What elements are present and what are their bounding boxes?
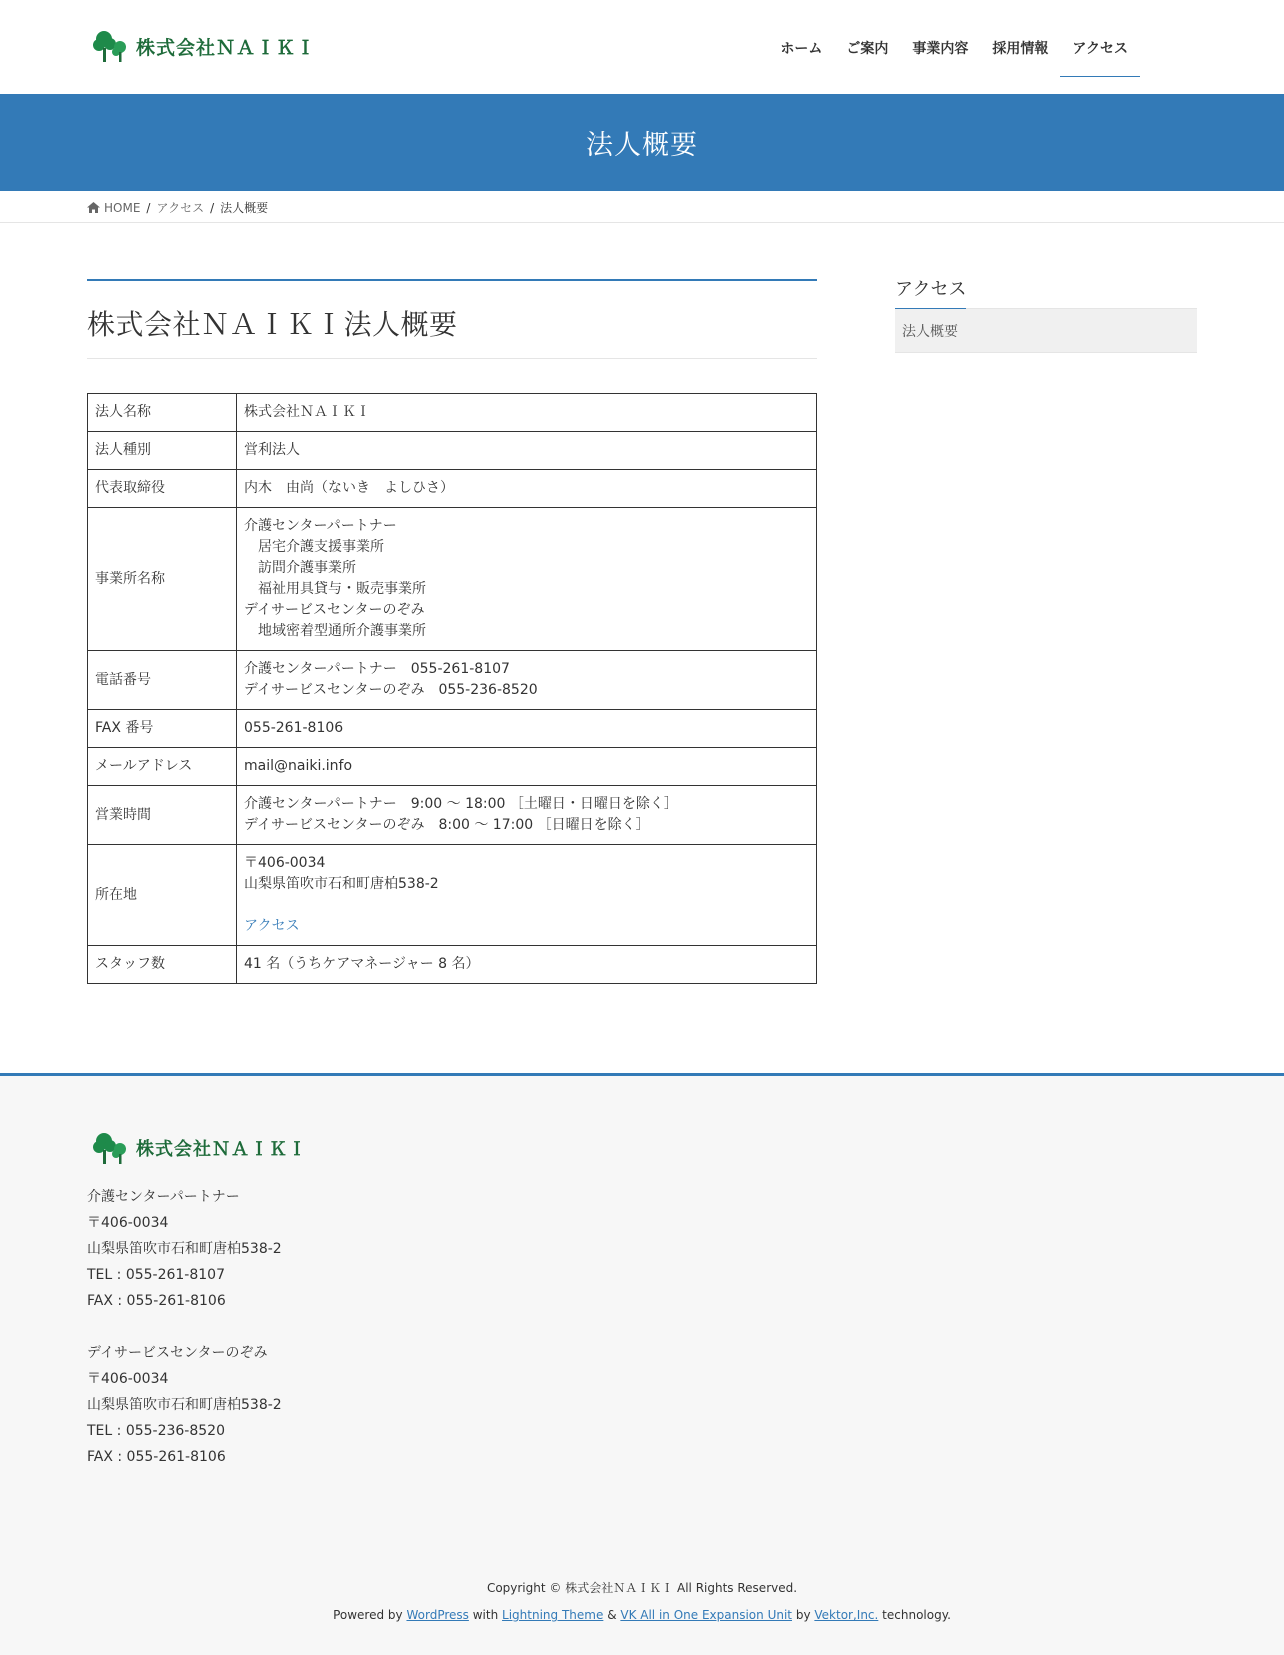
row-value	[237, 394, 817, 432]
value-line: 内木 由尚（ないき よしひさ）	[244, 480, 454, 496]
value-line: 〒406-0034	[244, 855, 326, 871]
value-line: 介護センターパートナー	[244, 518, 397, 534]
table-row	[88, 845, 817, 946]
site-header	[0, 0, 1284, 94]
footer-logo[interactable]	[92, 1130, 307, 1166]
row-label: スタッフ数	[88, 946, 237, 984]
value-line: 地域密着型通所介護事業所	[244, 623, 426, 639]
value-line	[244, 895, 809, 916]
row-value	[237, 508, 817, 651]
footer-line: 山梨県笛吹市石和町唐柏538-2	[87, 1241, 282, 1257]
nav-item-access[interactable]: アクセス	[1060, 30, 1140, 77]
wordpress-link[interactable]: WordPress	[406, 1608, 469, 1622]
value-line: デイサービスセンターのぞみ 8:00 〜 17:00 ［日曜日を除く］	[244, 817, 650, 833]
row-label: 法人種別	[88, 432, 237, 470]
nav-item-home[interactable]: ホーム	[780, 41, 823, 57]
logo-text: 株式会社ＮＡＩＫＩ	[136, 36, 317, 59]
breadcrumb-separator: /	[210, 200, 215, 215]
breadcrumb	[0, 191, 1284, 223]
row-value	[237, 432, 817, 470]
powered-by-word: by	[795, 1608, 811, 1622]
footer-line	[87, 1314, 282, 1340]
value-line: 介護センターパートナー 055-261-8107	[244, 661, 510, 677]
table-row	[88, 946, 817, 984]
powered-with: with	[472, 1608, 499, 1622]
row-value	[237, 651, 817, 710]
table-row	[88, 651, 817, 710]
powered-suffix: technology.	[882, 1608, 951, 1622]
value-line: デイサービスセンターのぞみ	[244, 602, 425, 618]
breadcrumb-home[interactable]: HOME	[104, 200, 141, 215]
value-line: 山梨県笛吹市石和町唐柏538-2	[244, 876, 439, 892]
row-value	[237, 946, 817, 984]
value-line: 41 名（うちケアマネージャー 8 名）	[244, 956, 480, 972]
value-line: 介護センターパートナー 9:00 〜 18:00 ［土曜日・日曜日を除く］	[244, 796, 678, 812]
company-info-table	[87, 393, 817, 984]
tree-logo-icon	[92, 28, 130, 64]
powered-by	[0, 1602, 1284, 1629]
powered-amp: &	[607, 1608, 617, 1622]
table-row	[88, 748, 817, 786]
value-line: mail@naiki.info	[244, 758, 353, 774]
footer-line: FAX : 055-261-8106	[87, 1293, 226, 1309]
nav-item-guide[interactable]: ご案内	[846, 41, 889, 57]
vk-expansion-link[interactable]: VK All in One Expansion Unit	[620, 1608, 792, 1622]
row-value	[237, 786, 817, 845]
row-value	[237, 470, 817, 508]
value-line: 営利法人	[244, 442, 300, 458]
sidebar	[895, 275, 1197, 353]
value-line: デイサービスセンターのぞみ 055-236-8520	[244, 682, 538, 698]
footer-line: 〒406-0034	[87, 1215, 169, 1231]
footer-line: 山梨県笛吹市石和町唐柏538-2	[87, 1397, 282, 1413]
sidebar-item-corporate-overview[interactable]: 法人概要	[902, 324, 958, 340]
site-logo[interactable]	[92, 28, 316, 64]
footer-line: FAX : 055-261-8106	[87, 1449, 226, 1465]
row-label: FAX 番号	[88, 710, 237, 748]
value-line: 福祉用具貸与・販売事業所	[244, 581, 426, 597]
row-label: 代表取締役	[88, 470, 237, 508]
table-row	[88, 710, 817, 748]
breadcrumb-current: 法人概要	[220, 201, 269, 215]
value-line: 株式会社ＮＡＩＫＩ	[244, 404, 370, 420]
value-line: 訪問介護事業所	[244, 560, 356, 576]
value-line: 居宅介護支援事業所	[244, 539, 384, 555]
page-header-title: 法人概要	[586, 130, 698, 161]
row-label: 所在地	[88, 845, 237, 946]
row-label: メールアドレス	[88, 748, 237, 786]
row-value	[237, 845, 817, 946]
table-row	[88, 394, 817, 432]
vektor-link[interactable]: Vektor,Inc.	[814, 1608, 879, 1622]
page-header	[0, 94, 1284, 191]
row-value	[237, 710, 817, 748]
powered-prefix: Powered by	[333, 1608, 403, 1622]
footer-logo-text: 株式会社ＮＡＩＫＩ	[136, 1139, 307, 1160]
footer-line: 介護センターパートナー	[87, 1189, 240, 1205]
nav-item-services[interactable]: 事業内容	[912, 41, 969, 57]
breadcrumb-parent[interactable]: アクセス	[156, 201, 205, 215]
table-row	[88, 508, 817, 651]
row-label: 事業所名称	[88, 508, 237, 651]
nav-item-recruit[interactable]: 採用情報	[992, 41, 1049, 57]
footer-line: TEL : 055-236-8520	[87, 1423, 225, 1439]
copyright-block	[0, 1575, 1284, 1629]
breadcrumb-separator: /	[146, 200, 151, 215]
table-row	[88, 432, 817, 470]
table-row	[88, 470, 817, 508]
global-nav	[768, 30, 1140, 77]
tree-logo-icon	[92, 1130, 130, 1166]
footer-line: TEL : 055-261-8107	[87, 1267, 225, 1283]
value-line: 055-261-8106	[244, 720, 344, 736]
access-link[interactable]: アクセス	[244, 918, 300, 934]
row-label: 法人名称	[88, 394, 237, 432]
footer-line: 〒406-0034	[87, 1371, 169, 1387]
entry-title: 株式会社ＮＡＩＫＩ法人概要	[87, 279, 817, 359]
row-label: 電話番号	[88, 651, 237, 710]
footer-contact-info	[87, 1184, 282, 1470]
sidebar-list	[895, 308, 1197, 353]
footer-line: デイサービスセンターのぞみ	[87, 1345, 268, 1361]
site-footer	[0, 1073, 1284, 1655]
table-row	[88, 786, 817, 845]
copyright-text: Copyright © 株式会社ＮＡＩＫＩ All Rights Reserved.	[486, 1581, 798, 1595]
sidebar-title[interactable]: アクセス	[895, 275, 966, 309]
row-label: 営業時間	[88, 786, 237, 845]
lightning-theme-link[interactable]: Lightning Theme	[502, 1608, 604, 1622]
row-value	[237, 748, 817, 786]
main-content	[87, 279, 817, 984]
home-icon	[87, 202, 100, 213]
